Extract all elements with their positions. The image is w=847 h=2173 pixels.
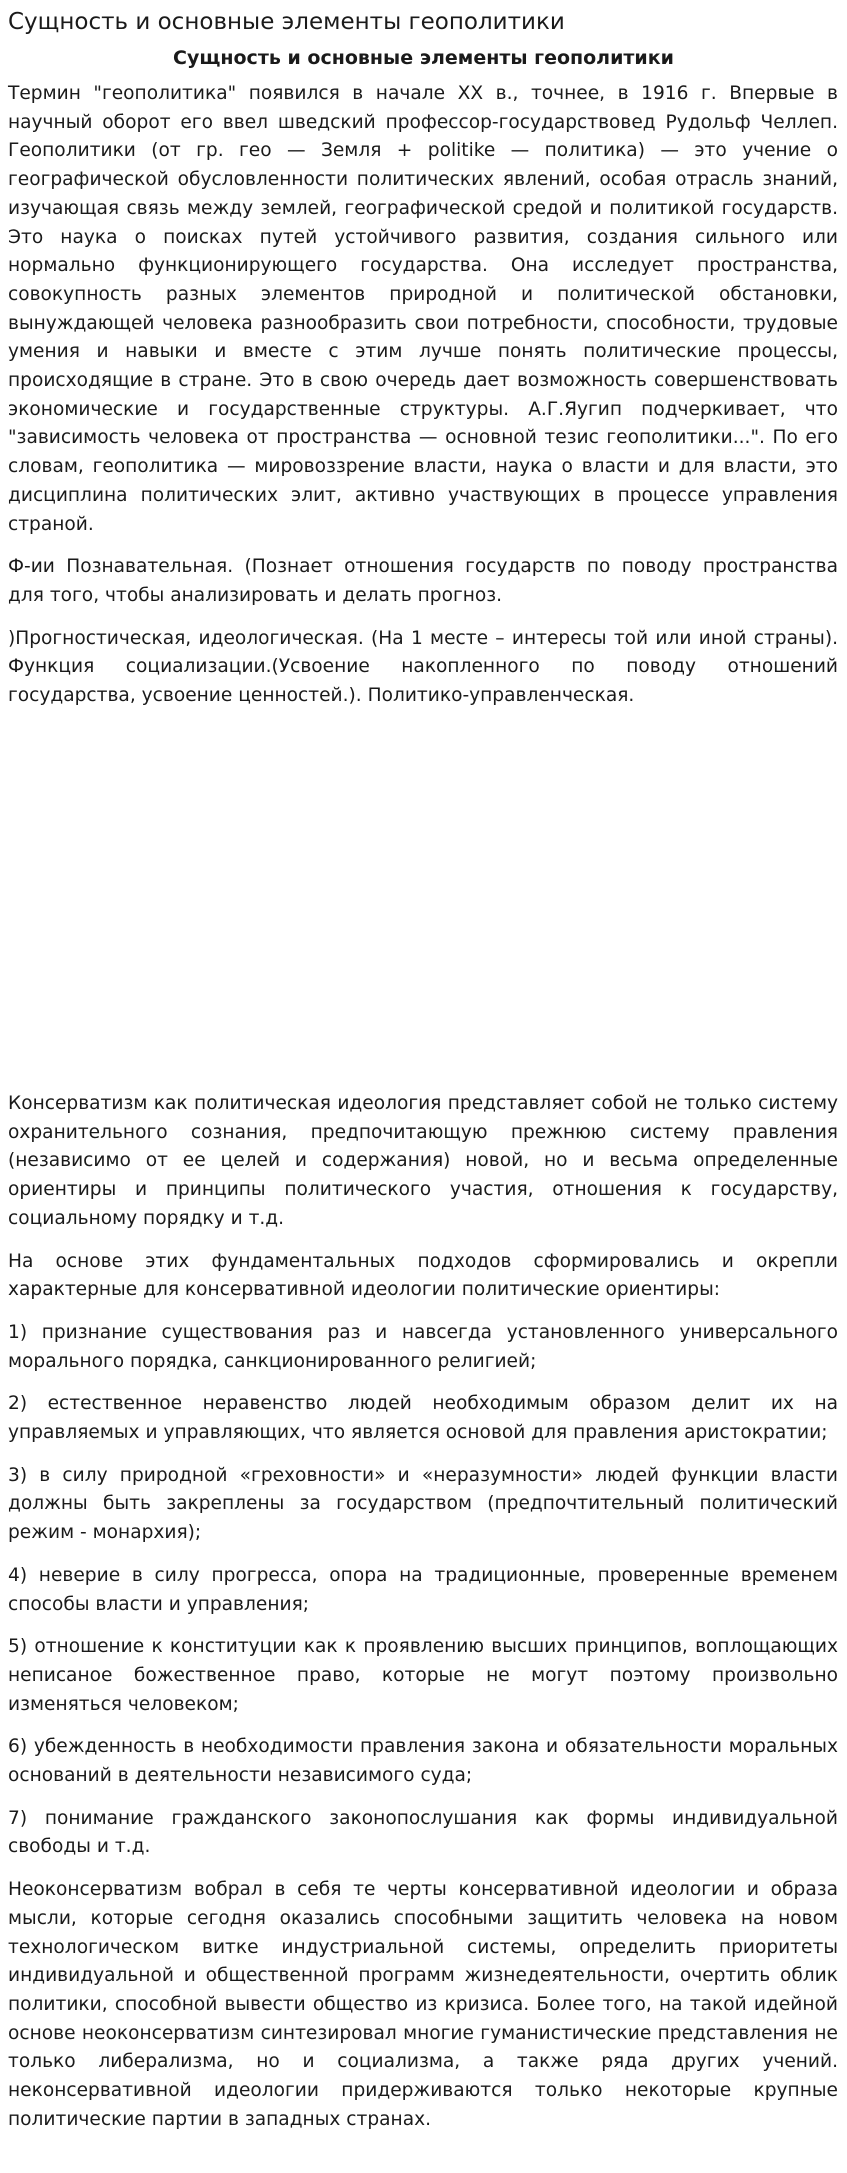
list-item: 6) убежденность в необходимости правления закона и обязательности моральных оснований в деятельности независимого суда; [8,1736,838,1787]
paragraph: Ф-ии Познавательная. (Познает отношения государств по поводу пространства для того, чтобы анализировать и делать прогноз. [8,556,838,606]
paragraph: Консерватизм как политическая идеология представляет собой не только систему охранительного сознания, предпочитающую прежнюю систему правления (независимо от ее целей и содержания) новой, но и весьма определенные ориентиры и принципы политического участия, отношения к государству, социальному порядку и т.д. [8,1093,838,1229]
document-subtitle: Сущность и основные элементы геополитики [173,47,674,69]
list-item: 7) понимание гражданского законопослушания как формы индивидуальной свободы и т.д. [8,1807,838,1858]
list-item: 5) отношение к конституции как к проявлению высших принципов, воплощающих неписаное божественное право, которые не могут поэтому произвольно изменяться человеком; [8,1636,838,1715]
list-item: 2) естественное неравенство людей необходимым образом делит их на управляемых и управляющих, что является основой для правления аристократии; [8,1393,838,1444]
paragraph: На основе этих фундаментальных подходов сформировались и окрепли характерные для консервативной идеологии политические ориентиры: [8,1250,838,1301]
paragraph: Термин "геополитика" появился в начале XX в., точнее, в 1916 г. Впервые в научный оборот его ввел шведский профессор-государствовед Рудольф Челлеп. Геополитики (от гр. гео — Земля + politike — политика) — это учение о географической обусловленности политических явлений, особая отрасль знаний, изучающая связь между землей, географической средой и политикой государств. Это наука о поисках путей устойчивого развития, создания сильного или нормально функционирующего государства. Она исследует пространства, совокупность разных элементов природной и политической обстановки, вынуждающей человека разнообразить свои потребности, способности, трудовые умения и навыки и вместе с этим лучше понять политические процессы, происходящие в стране. Это в свою очередь дает возможность совершенствовать экономические и государственные структуры. А.Г.Яугип подчеркивает, что "зависимость человека от пространства — основной тезис геополитики...". По его словам, геополитика — мировоззрение власти, наука о власти и для власти, это дисциплина политических элит, активно участвующих в процессе управления страной. [8,83,838,535]
list-item: 4) неверие в силу прогресса, опора на традиционные, проверенные временем способы власти и управления; [8,1564,838,1615]
paragraph: )Прогностическая, идеологическая. (На 1 месте – интересы той или иной страны). Функция социализации.(Усвоение накопленного по поводу отношений государства, усвоение ценностей.). Политико-управленческая. [8,627,838,707]
list-item: 1) признание существования раз и навсегда установленного универсального морального порядка, санкционированного религией; [8,1321,838,1372]
section-conservatism [8,1090,838,2149]
list-item: 3) в силу природной «греховности» и «неразумности» людей функции власти должны быть закреплены за государством (предпочтительный политический режим - монархия); [8,1464,838,1544]
paragraph: Неоконсерватизм вобрал в себя те черты консервативной идеологии и образа мысли, которые сегодня оказались способными защитить человека на новом технологическом витке индустриальной системы, определить приоритеты индивидуальной и общественной программ жизнедеятельности, очертить облик политики, способной вывести общество из кризиса. Более того, на такой идейной основе неоконсерватизм синтезировал многие гуманистические представления не только либерализма, но и социализма, а также ряда других учений. неконсервативной идеологии придерживаются только некоторые крупные политические партии в западных странах. [8,1879,838,2130]
page-title: Сущность и основные элементы геополитики [8,9,565,35]
section-geopolitics [8,80,838,725]
